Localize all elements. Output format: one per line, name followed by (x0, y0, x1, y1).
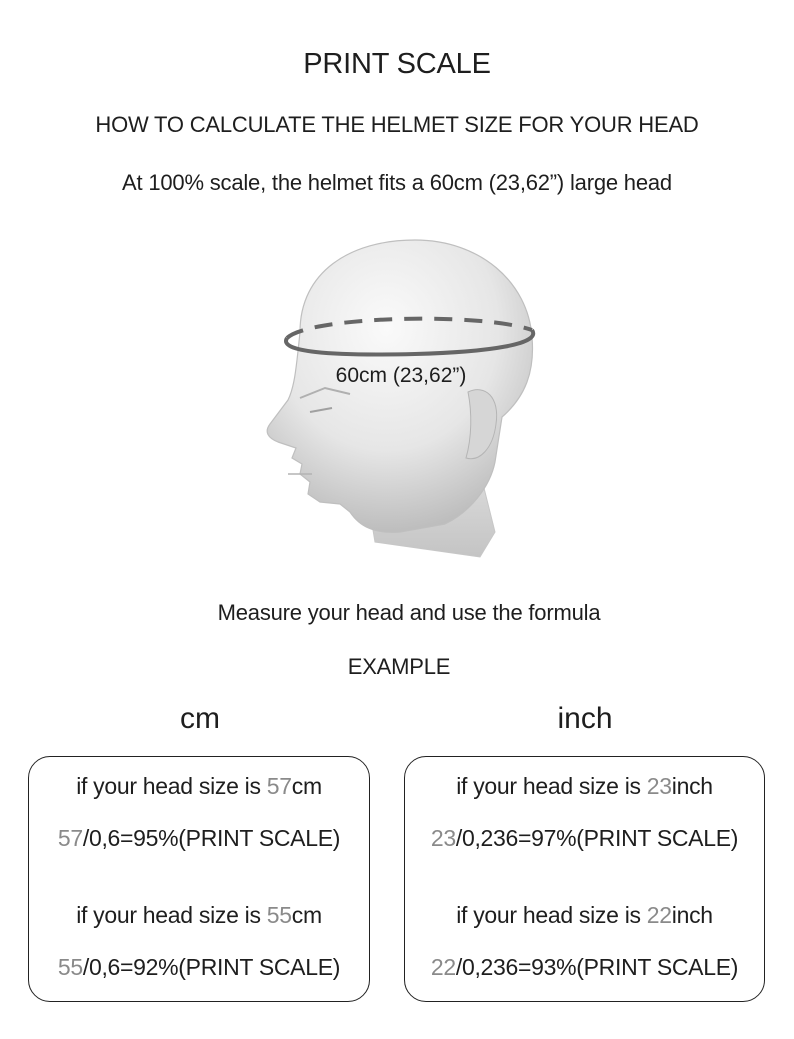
formula-value: 55 (57, 954, 83, 980)
size-value: 55 (266, 902, 292, 928)
inch-example-2-size (405, 902, 764, 929)
head-measurement-figure (150, 212, 650, 597)
size-unit: inch (671, 773, 713, 799)
formula-rest: /0,236=93%(PRINT SCALE) (455, 954, 739, 980)
formula-rest: /0,6=95%(PRINT SCALE) (82, 825, 341, 851)
example-heading: EXAMPLE (347, 654, 451, 679)
page-title: PRINT SCALE (303, 48, 491, 80)
page-subtitle: HOW TO CALCULATE THE HELMET SIZE FOR YOUR HEAD (95, 112, 699, 137)
circumference-label: 60cm (23,62”) (335, 364, 467, 387)
inch-example-1-formula (405, 825, 764, 852)
size-value: 23 (646, 773, 672, 799)
head-illustration (150, 212, 650, 597)
size-prefix: if your head size is (76, 773, 267, 799)
cm-example-2-formula (29, 954, 369, 981)
cm-example-1-size (29, 773, 369, 800)
inch-example-2-formula (405, 954, 764, 981)
inch-column-heading: inch (557, 702, 613, 735)
formula-value: 22 (430, 954, 456, 980)
size-value: 22 (646, 902, 672, 928)
measure-instruction: Measure your head and use the formula (217, 600, 601, 625)
size-value: 57 (266, 773, 292, 799)
size-unit: inch (671, 902, 713, 928)
inch-example-1-size (405, 773, 764, 800)
formula-rest: /0,6=92%(PRINT SCALE) (82, 954, 341, 980)
formula-value: 23 (430, 825, 456, 851)
size-unit: cm (291, 902, 322, 928)
size-unit: cm (291, 773, 322, 799)
size-prefix: if your head size is (456, 773, 647, 799)
size-prefix: if your head size is (456, 902, 647, 928)
scale-note: At 100% scale, the helmet fits a 60cm (23,62”) large head (122, 170, 672, 195)
cm-example-2-size (29, 902, 369, 929)
cm-example-1-formula (29, 825, 369, 852)
size-prefix: if your head size is (76, 902, 267, 928)
cm-example-box (28, 756, 370, 1002)
cm-column-heading: cm (180, 702, 220, 735)
formula-rest: /0,236=97%(PRINT SCALE) (455, 825, 739, 851)
inch-example-box (404, 756, 765, 1002)
formula-value: 57 (57, 825, 83, 851)
